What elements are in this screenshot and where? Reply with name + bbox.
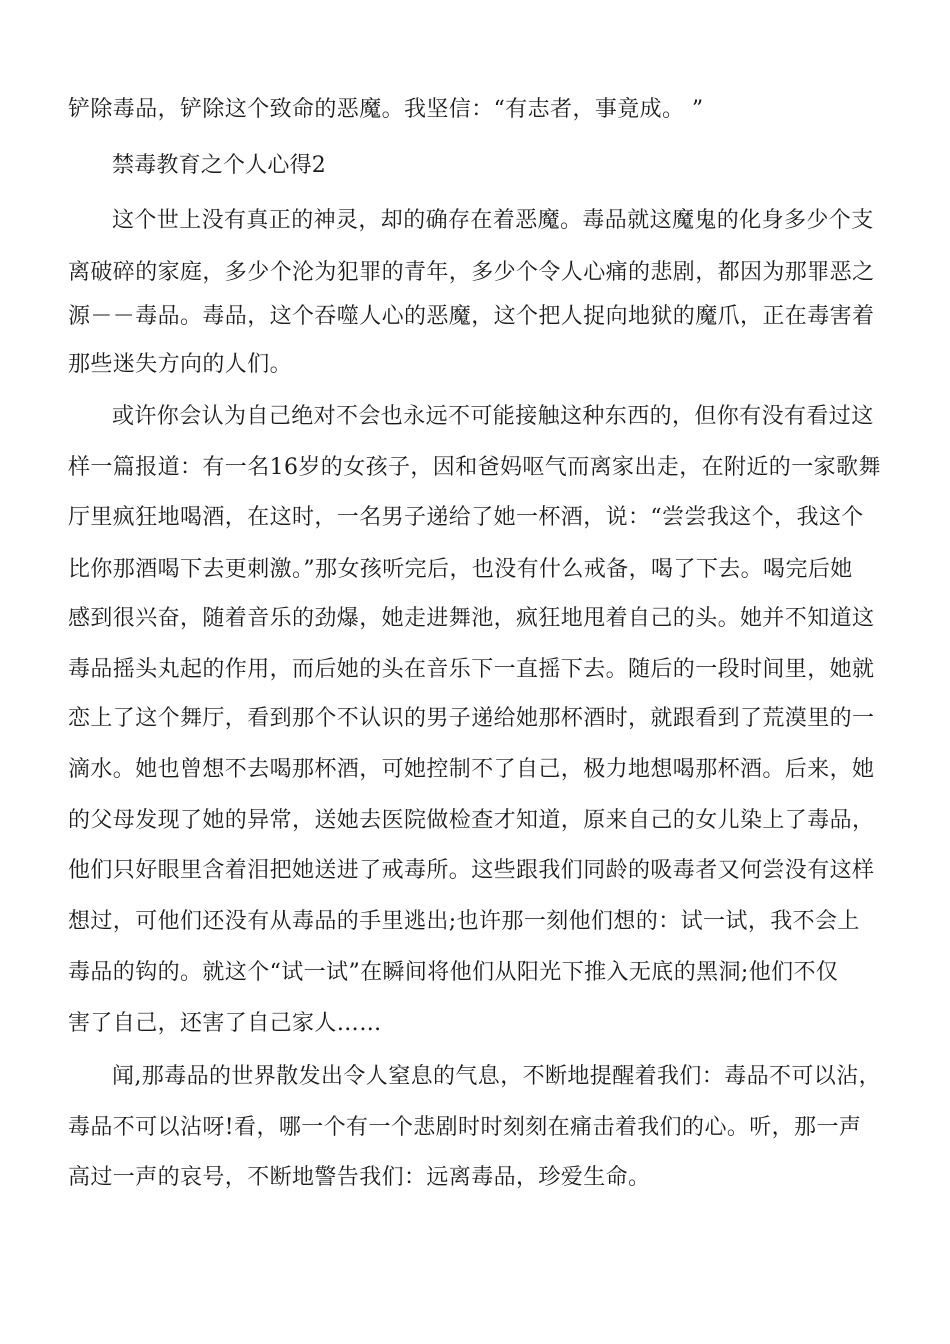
text-line: 比你那酒喝下去更刺激。”那女孩听完后，也没有什么戒备，喝了下去。喝完后她 xyxy=(68,557,853,582)
text-line: 这个世上没有真正的神灵，却的确存在着恶魔。毒品就这魔鬼的化身多少个支 xyxy=(112,208,874,233)
text-line: 毒品不可以沾呀!看，哪一个有一个悲剧时时刻刻在痛击着我们的心。听，那一声 xyxy=(68,1115,862,1140)
text-line: 闻,那毒品的世界散发出令人窒息的气息，不断地提醒着我们：毒品不可以沾， xyxy=(112,1064,881,1089)
text-line: 毒品摇头丸起的作用，而后她的头在音乐下一直摇下去。随后的一段时间里，她就 xyxy=(68,657,875,682)
text-line: 源－－毒品。毒品，这个吞噬人心的恶魔，这个把人捉向地狱的魔爪，正在毒害着 xyxy=(68,304,875,329)
text-line: 高过一声的哀号，不断地警告我们：远离毒品，珍爱生命。 xyxy=(68,1165,651,1190)
text-line: 或许你会认为自己绝对不会也永远不可能接触这种东西的，但你有没有看过这 xyxy=(112,404,874,429)
text-line: 恋上了这个舞厅，看到那个不认识的男子递给她那杯酒时，就跟看到了荒漠里的一 xyxy=(68,706,875,731)
text-line: 那些迷失方向的人们。 xyxy=(68,352,293,377)
text-line: 滴水。她也曾想不去喝那杯酒，可她控制不了自己，极力地想喝那杯酒。后来，她 xyxy=(68,757,875,782)
text-line: 害了自己，还害了自己家人…… xyxy=(68,1011,382,1036)
text-line: 样一篇报道：有一名16岁的女孩子，因和爸妈呕气而离家出走，在附近的一家歌舞 xyxy=(68,455,881,480)
text-line: 厅里疯狂地喝酒，在这时，一名男子递给了她一杯酒，说：“尝尝我这个，我这个 xyxy=(68,505,864,530)
text-line: 想过，可他们还没有从毒品的手里逃出;也许那一刻他们想的：试一试，我不会上 xyxy=(68,909,860,934)
text-line: 他们只好眼里含着泪把她送进了戒毒所。这些跟我们同龄的吸毒者又何尝没有这样 xyxy=(68,858,875,883)
text-line: 离破碎的家庭，多少个沦为犯罪的青年，多少个令人心痛的悲剧，都因为那罪恶之 xyxy=(68,260,875,285)
section-heading: 禁毒教育之个人心得2 xyxy=(112,153,326,178)
text-line: 毒品的钩的。就这个“试一试”在瞬间将他们从阳光下推入无底的黑洞;他们不仅 xyxy=(68,960,839,985)
text-line: 感到很兴奋，随着音乐的劲爆，她走进舞池，疯狂地甩着自己的头。她并不知道这 xyxy=(68,606,875,631)
text-line: 的父母发现了她的异常，送她去医院做检查才知道，原来自己的女儿染上了毒品， xyxy=(68,808,875,833)
text-line: 铲除毒品，铲除这个致命的恶魔。我坚信：“有志者，事竟成。 ” xyxy=(68,97,704,122)
